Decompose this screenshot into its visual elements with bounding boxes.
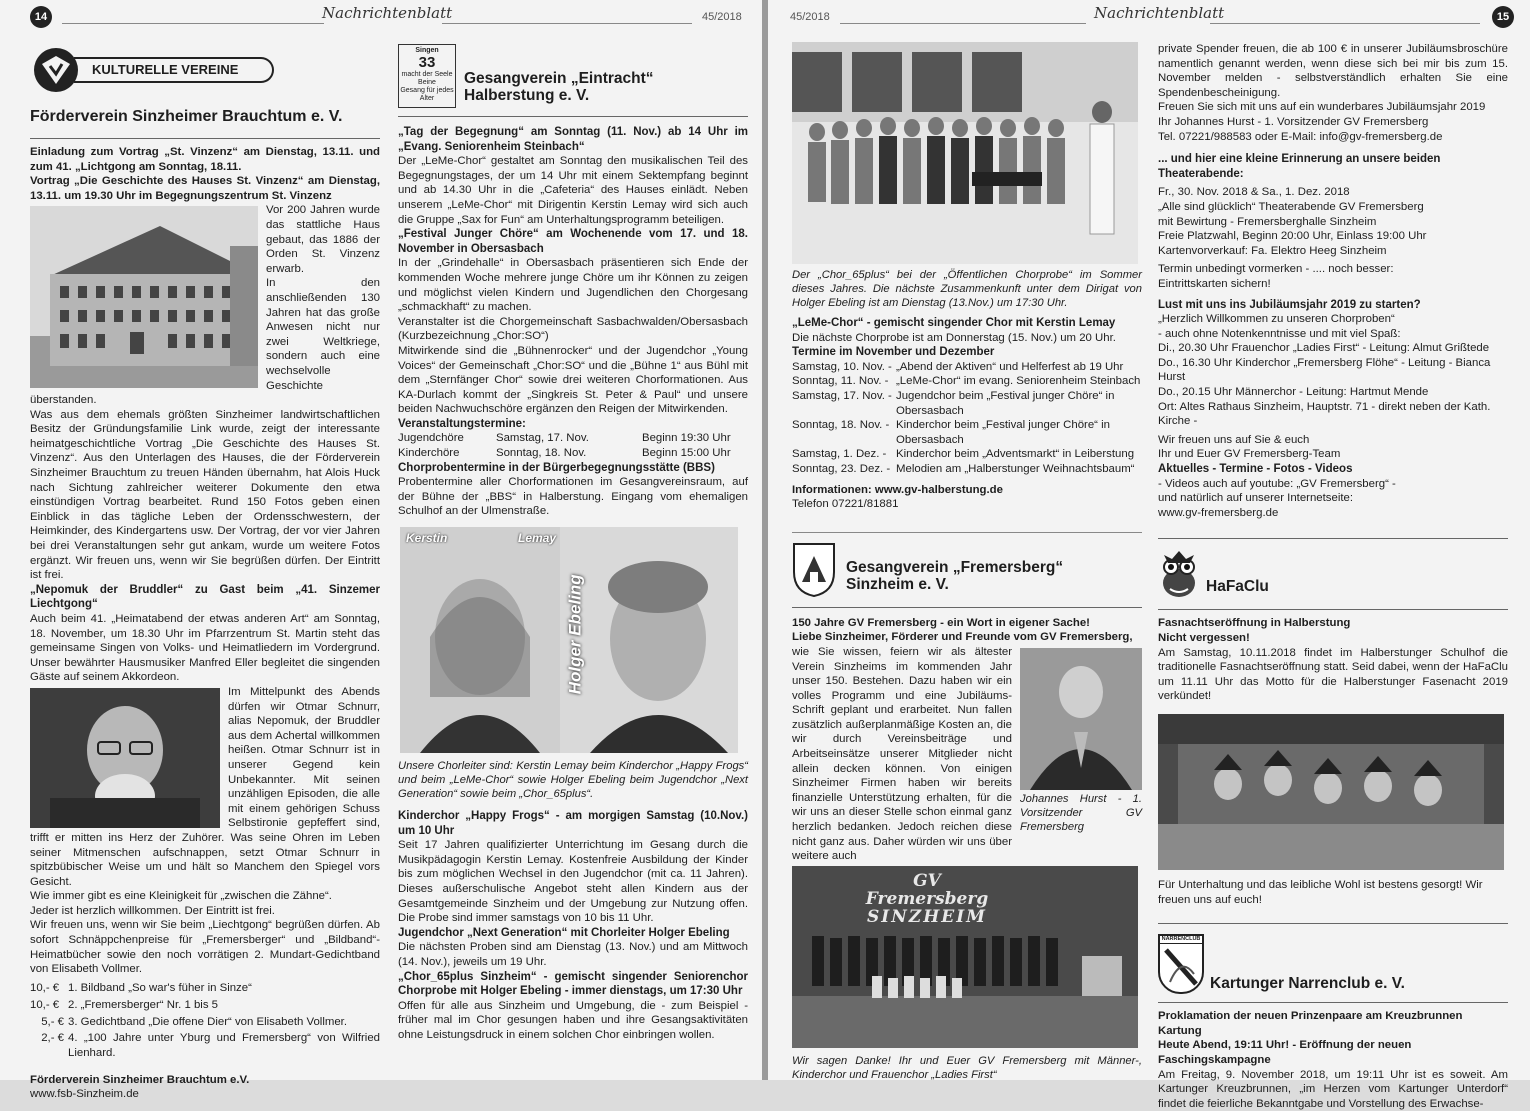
contact: Tel. 07221/988583 oder E-Mail: info@gv-fremersberg.de bbox=[1158, 130, 1443, 143]
masthead-left: Nachrichtenblatt bbox=[322, 4, 453, 22]
paragraph: Seit 17 Jahren qualifizierter Unterrichtung im Gesang durch die Musikpädagogin Kerstin Lemay. Kostenfreie Ausbildung der Kinder bis zum möglichen Wechsel in den Jugendchor (mit ca. 11 Jahren). Dieses außerschulische Angebot steht allen Kindern aus der Gesamtgemeinde Sinzheim und der Umgebung zur Nutzung offen. Die Probe sind immer samstags von 10 bis 11 Uhr. bbox=[398, 839, 748, 925]
logo-number: 33 bbox=[418, 54, 436, 71]
header-rule bbox=[62, 23, 324, 24]
column-halberstung-cont bbox=[792, 42, 1142, 1082]
paragraph: Am Samstag, 10.11.2018 findet im Halberstunger Schulhof die traditionelle Fasnachtseröffnung statt. Seid dabei, wenn der HaFaClu um 11.11 Uhr das Motto für die Halberstunger Fasenacht 2019 verkündet! bbox=[1158, 646, 1508, 703]
paragraph: Im Mittelpunkt des Abends dürfen wir Otmar Schnurr, alias Nepomuk, der Bruddler aus dem Achertal willkommen heißen. Otmar Schnurr ist in unserer Gegend kein Unbekannter. Mit seinen unzähligen Episoden, die alle mit einem gehörigen Schuss Selbstironie gepfeffert sind, trifft er mitten ins Herz der Zuhörer. Was seine Ohren im Leben seiner Mitmenschen aufschnappen, setzt Otmar Schnurr in spitzbübischer Weise um und hält so Manchem den Spiegel vors Gesicht. bbox=[30, 685, 380, 888]
photo-hafaclu bbox=[1158, 714, 1504, 870]
paragraph: Wir freuen uns auf Sie & euch bbox=[1158, 433, 1310, 446]
paragraph: Termin unbedingt vormerken - .... noch besser: Eintrittskarten sichern! bbox=[1158, 263, 1394, 290]
date-row: Samstag, 10. Nov. - „Abend der Aktiven“ und Helferfest ab 19 Uhr bbox=[792, 360, 1124, 373]
column-fremersberg-cont bbox=[1158, 42, 1508, 1111]
paragraph: private Spender freuen, die ab 100 € in unserer Jubiläumsbroschüre namentlich genannt werden, wenn diese sich bei mir bis zum 15. November melden - selbstverständlich erhalten Sie eine Spendenbescheinigung. bbox=[1158, 43, 1508, 99]
photo-label-kerstin: Kerstin bbox=[406, 531, 448, 546]
photo-label-holger: Holger Ebeling bbox=[565, 574, 585, 695]
photo-otmar-schnurr bbox=[30, 688, 220, 828]
paragraph: und natürlich auf unserer Internetseite: bbox=[1158, 492, 1354, 505]
kartung-header bbox=[1158, 930, 1508, 994]
page-header-left bbox=[22, 4, 740, 30]
section-badge bbox=[32, 46, 274, 94]
photo-kerstin-lemay bbox=[400, 527, 560, 753]
website-link[interactable]: www.fsb-Sinzheim.de bbox=[30, 1088, 139, 1101]
subheading: 150 Jahre GV Fremersberg - ein Wort in eigener Sache! bbox=[792, 616, 1090, 629]
paragraph: Fr., 30. Nov. 2018 & Sa., 1. Dez. 2018 bbox=[1158, 186, 1350, 199]
date-row: Sonntag, 11. Nov. - „LeMe-Chor“ im evang. Seniorenheim Steinbach bbox=[792, 375, 1141, 388]
hurst-figure bbox=[1020, 648, 1142, 834]
page-14 bbox=[0, 0, 762, 1101]
subheading: Aktuelles - Termine - Fotos - Videos bbox=[1158, 463, 1353, 476]
phone: Telefon 07221/81881 bbox=[792, 498, 899, 511]
frog-mascot-icon bbox=[1158, 549, 1200, 601]
subheading: Jugendchor „Next Generation“ mit Chorleiter Holger Ebeling bbox=[398, 926, 730, 939]
paragraph: Veranstalter ist die Chorgemeinschaft Sasbachwalden/Obersasbach (Kurzbezeichnung „Chor:SO“) bbox=[398, 315, 748, 343]
paragraph: Am Freitag, 9. November 2018, um 19:11 Uhr ist es soweit. Am Kartunger Kreuzbrunnen, „im Herzen vom Kartunger Unterdorf“ findet die feierliche Bekanntgabe und Vorstellung des Erwachse- bbox=[1158, 1068, 1508, 1110]
lead: Einladung zum Vortrag „St. Vinzenz“ am Dienstag, 13.11. und zum 41. „Lichtgong am Sonntag, 18.11. bbox=[30, 146, 380, 173]
divider bbox=[792, 532, 1142, 533]
photo-chor65plus bbox=[792, 42, 1138, 264]
page-number-right: 15 bbox=[1492, 6, 1514, 28]
kartung-title: Kartunger Narrenclub e. V. bbox=[1210, 975, 1405, 993]
subheading: „Chor_65plus Sinzheim“ - gemischt singender Seniorenchor Chorprobe mit Holger Ebeling - immer dienstags, um 17:30 Uhr bbox=[398, 970, 748, 998]
eintracht-logo: Singen 33 macht der Seele Beine Gesang für jedes Alter bbox=[398, 44, 456, 108]
info-link[interactable]: Informationen: www.gv-halberstung.de bbox=[792, 483, 1003, 496]
subheading: Kinderchor „Happy Frogs“ - am morgigen Samstag (10.Nov.) um 10 Uhr bbox=[398, 810, 748, 837]
fremersberg-title: Gesangverein „Fremersberg“ Sinzheim e. V. bbox=[846, 558, 1064, 593]
page-header-right bbox=[790, 4, 1508, 30]
column-brauchtum bbox=[30, 108, 380, 1102]
divider bbox=[1158, 923, 1508, 924]
paragraph: Jeder ist herzlich willkommen. Der Eintritt ist frei. bbox=[30, 904, 275, 917]
column-eintracht bbox=[398, 44, 748, 1043]
paragraph: - auch ohne Notenkenntnisse und mit viel Spaß: bbox=[1158, 327, 1401, 340]
paragraph: Vor 200 Jahren wurde das stattliche Haus gebaut, das 1886 der Orden St. Vinzenz erwarb. bbox=[266, 204, 380, 275]
kartung-crest-label: NARRENCLUB bbox=[1161, 936, 1201, 943]
subheading: Nicht vergessen! bbox=[1158, 632, 1250, 644]
subheading: Fasnachtseröffnung in Halberstung bbox=[1158, 617, 1351, 630]
paragraph: Do., 20.15 Uhr Männerchor - Leitung: Hartmut Mende bbox=[1158, 386, 1429, 399]
lead-2: Vortrag „Die Geschichte des Hauses St. Vinzenz“ am Dienstag, 13.11. um 19.30 Uhr im Begegnungszentrum St. Vinzenz bbox=[30, 175, 380, 202]
fremersberg-crest-icon bbox=[792, 542, 836, 598]
paragraph: Ort: Altes Rathaus Sinzheim, Hauptstr. 71 - direkt neben der Kath. Kirche - bbox=[1158, 400, 1491, 428]
fremersberg-header bbox=[792, 539, 1142, 601]
paragraph: Ihr und Euer GV Fremersberg-Team bbox=[1158, 448, 1341, 461]
photo-caption: Der „Chor_65plus“ bei der „Öffentlichen Chorprobe“ im Sommer dieses Jahres. Die nächste Zusammenkunft unter dem Dirigat von Holger Ebeling ist am Dienstag (13.Nov.) um 17:30 Uhr. bbox=[792, 269, 1142, 309]
price-row: 10,- € 2. „Fremersberger“ Nr. 1 bis 5 bbox=[30, 998, 219, 1011]
paragraph: Di., 20.30 Uhr Frauenchor „Ladies First“ - Leitung: Almut Grißtede bbox=[1158, 342, 1490, 355]
hafaclu-header bbox=[1158, 545, 1508, 601]
header-rule bbox=[840, 23, 1086, 24]
paragraph: Probentermine aller Chorformationen im Gesangvereinsraum, auf der Bühne der „BBS“ in Halberstung. Eingang vom ehemaligen Schulhof an der Ulmenstraße. bbox=[398, 476, 748, 518]
paragraph: Wie immer gibt es eine Kleinigkeit für „zwischen die Zähne“. bbox=[30, 890, 332, 903]
building-illustration bbox=[30, 206, 258, 388]
date-row: Sonntag, 23. Dez. - Melodien am „Halberstunger Weihnachtsbaum“ bbox=[792, 462, 1135, 475]
price-row: 10,- € 1. Bildband „So war's füher in Sinze“ bbox=[30, 981, 252, 994]
subheading: Chorprobentermine in der Bürgerbegegnungsstätte (BBS) bbox=[398, 461, 715, 474]
divider bbox=[30, 138, 380, 139]
paragraph: Die nächsten Proben sind am Dienstag (13. Nov.) und am Mittwoch (14. Nov.), jeweils um 19 Uhr. bbox=[398, 941, 748, 968]
date-row: Samstag, 17. Nov. - Jugendchor beim „Festival junger Chöre“ in Obersasbach bbox=[792, 389, 1115, 417]
paragraph: - Videos auch auf youtube: „GV Fremersberg“ - bbox=[1158, 477, 1396, 490]
schedule-table: Jugendchöre Samstag, 17. Nov. Beginn 19:30 Uhr Kinderchöre Sonntag, 18. Nov. Beginn 15:00 Uhr bbox=[398, 432, 731, 460]
photo-johannes-hurst bbox=[1020, 648, 1142, 790]
paragraph: Kartenvorverkauf: Fa. Elektro Heeg Sinzheim bbox=[1158, 244, 1387, 257]
subheading: Veranstaltungstermine: bbox=[398, 417, 526, 430]
photo-st-vinzenz bbox=[30, 206, 258, 388]
divider bbox=[1158, 609, 1508, 610]
subheading: ... und hier eine kleine Erinnerung an unsere beiden Theaterabende: bbox=[1158, 153, 1441, 180]
dates-list bbox=[792, 360, 1142, 477]
divider bbox=[1158, 1002, 1508, 1003]
issue-right: 45/2018 bbox=[790, 11, 830, 23]
page-number-left: 14 bbox=[30, 6, 52, 28]
paragraph: Wir freuen uns, wenn wir Sie beim „Liechtgong“ begrüßen dürfen. Ab sofort Schnäppchenpreise für „Fremersberger“ und „Bildband“-Heimatbücher sowie den noch vorrätigen 2. Mundart-Gedichtband von Elisabeth Vollmer. bbox=[30, 919, 380, 976]
subheading: Heute Abend, 19:11 Uhr! - Eröffnung der neuen Faschingskampagne bbox=[1158, 1039, 1412, 1066]
photo-gv-fremersberg-stage bbox=[792, 866, 1138, 1048]
date-row: Sonntag, 18. Nov. - Kinderchor beim „Festival junger Chöre“ in Obersasbach bbox=[792, 419, 1110, 446]
eintracht-header bbox=[398, 44, 748, 112]
subheading: Lust mit uns ins Jubiläumsjahr 2019 zu starten? bbox=[1158, 298, 1421, 311]
subheading: „Tag der Begegnung“ am Sonntag (11. Nov.) ab 14 Uhr im „Evang. Seniorenheim Steinbach“ bbox=[398, 126, 748, 153]
subheading: „Nepomuk der Bruddler“ zu Gast beim „41. Sinzemer Liechtgong“ bbox=[30, 583, 380, 611]
subheading: „Festival Junger Chöre“ am Wochenende vom 17. und 18. November in Obersasbach bbox=[398, 228, 748, 255]
photo-caption: Für Unterhaltung und das leibliche Wohl ist bestens gesorgt! Wir freuen uns auf euch! bbox=[1158, 878, 1483, 906]
photo-caption: Johannes Hurst - 1. Vorsitzender GV Fremersberg bbox=[1020, 792, 1142, 833]
divider bbox=[1158, 538, 1508, 539]
page-15 bbox=[768, 0, 1530, 1110]
paragraph: Auch beim 41. „Heimatabend der etwas anderen Art“ am Sonntag, 18. November, um 18.30 Uhr im Pfarrzentrum St. Martin steht das gemeinsame Singen von Volks- und Heimatliedern im Vordergrund. Unser bewährter Hausmusiker Manfred Eller begleitet die singenden Gäste auf seinem Akkordeon. bbox=[30, 613, 380, 684]
paragraph: Ihr Johannes Hurst - 1. Vorsitzender GV Fremersberg bbox=[1158, 115, 1429, 128]
paragraph: Der „LeMe-Chor“ gestaltet am Sonntag den musikalischen Teil des Begegnungstages, der um 14 Uhr mit einem Sektempfang beginnt und ab 14.30 Uhr in die „Cafeteria“ des Hauses einlädt. Neben unserem „LeMe-Chor“ mit Dirigentin Kerstin Lemay wird sich auch die Gruppe „Sax for Fun“ am Unterhaltungsprogramm beteiligen. bbox=[398, 155, 748, 226]
eintracht-title: Gesangverein „Eintracht“ Halberstung e. V. bbox=[464, 70, 654, 104]
price-row: 2,- € 4. „100 Jahre unter Yburg und Fremersberg“ von Wilfried Lienhard. bbox=[41, 1031, 380, 1059]
paragraph: Offen für alle aus Sinzheim und Umgebung, die - zum Beispiel - früher mal im Chor gesungen haben und ihre Gesangsaktivitäten ohne Leistungsdruck in einem solchen Chor einbringen wollen. bbox=[398, 999, 748, 1041]
photo-caption: Unsere Chorleiter sind: Kerstin Lemay beim Kinderchor „Happy Frogs“ und beim „LeMe-Chor“ sowie Holger Ebeling beim Jugendchor „Next Generation“ sowie beim „Chor_65plus“. bbox=[398, 760, 748, 801]
price-list bbox=[30, 980, 380, 1061]
subheading: Termine im November und Dezember bbox=[792, 346, 995, 359]
paragraph: In der „Grindehalle“ in Obersasbach präsentieren sich Ende der kommenden Woche mehrere junge Chöre um ihr Können zu zeigen und möglichst vielen Kindern und Jugendlichen den Chorgesang „schmackhaft“ zu machen. bbox=[398, 257, 748, 314]
stage-banner: GV Fremersberg SINZHEIM bbox=[865, 870, 989, 927]
photo-chorleiter bbox=[400, 527, 748, 755]
paragraph: „Alle sind glücklich“ Theaterabende GV Fremersberg bbox=[1158, 200, 1424, 213]
masthead-right: Nachrichtenblatt bbox=[1094, 4, 1225, 22]
header-rule bbox=[442, 23, 692, 24]
portrait-illustration bbox=[30, 688, 220, 828]
date-row: Samstag, 1. Dez. - Kinderchor beim „Adventsmarkt“ in Leiberstung bbox=[792, 448, 1135, 461]
photo-holger-ebeling bbox=[560, 527, 738, 753]
article-title: Förderverein Sinzheimer Brauchtum e. V. bbox=[30, 108, 343, 125]
signature: Förderverein Sinzheimer Brauchtum e.V. bbox=[30, 1073, 250, 1086]
paragraph: Freuen Sie sich mit uns auf ein wunderbares Jubiläumsjahr 2019 bbox=[1158, 101, 1486, 114]
kartung-crest bbox=[1158, 934, 1204, 994]
paragraph: wie Sie wissen, feiern wir als ältester Verein Sinzheims im kommenden Jahr unser 150. Bestehen. Dazu haben wir ein volles Programm und eine Jubiläums-Schrift geplant und erarbeitet. Nun fallen zusätzlich außerplanmäßige Kosten an, die wir durch Vereinsbeiträge und Arbeitseinsätze unserer Mitglieder nicht allein decken können. Von einigen Sinzheimer Firmen haben wir bereits finanzielle Unterstützung erhalten, für die wir uns an dieser Stelle schon einmal ganz herzlich bedanken. Jedoch reichen diese nicht ganz aus. Daher würden wir uns über weitere auch bbox=[792, 645, 1012, 863]
photo-caption: Wir sagen Danke! Ihr und Euer GV Fremersberg mit Männer-, Kinderchor und Frauenchor „Ladies First“ bbox=[792, 1054, 1142, 1081]
subheading: Liebe Sinzheimer, Förderer und Freunde vom GV Fremersberg, bbox=[792, 631, 1133, 644]
photo-label-lemay: Lemay bbox=[518, 531, 557, 546]
subheading: Proklamation der neuen Prinzenpaare am Kreuzbrunnen Kartung bbox=[1158, 1010, 1463, 1037]
paragraph: In den anschließenden 130 Jahren hat das große Anwesen nicht nur zwei Weltkriege, sondern auch eine wechselvolle Geschichte überstanden. bbox=[30, 277, 380, 407]
paragraph: mit Bewirtung - Fremersberghalle Sinzheim bbox=[1158, 215, 1377, 228]
kartung-shield-icon bbox=[1160, 944, 1202, 994]
subheading: „LeMe-Chor“ - gemischt singender Chor mit Kerstin Lemay bbox=[792, 317, 1116, 329]
price-row: 5,- € 3. Gedichtband „Die offene Dier“ von Elisabeth Vollmer. bbox=[41, 1015, 348, 1028]
paragraph: „Herzlich Willkommen zu unseren Chorproben“ bbox=[1158, 313, 1395, 326]
divider bbox=[792, 607, 1142, 608]
paragraph: Do., 16.30 Uhr Kinderchor „Fremersberg Flöhe“ - Leitung - Bianca Hurst bbox=[1158, 356, 1491, 384]
paragraph: Mitwirkende sind die „Bühnenrocker“ und der Jugendchor „Young Voices“ der Gemeinschaft „Chor:SO“ und die „Bühne 1“ aus Bühl mit dem „Sternfänger Chor“ sowie drei weiteren Chorformationen. Aus KA-Durlach kommt der „Singkreis St. Peter & Paul“ und unsere beiden Nachwuchschöre ergänzen den Reigen der Mitwirkenden. bbox=[398, 344, 748, 416]
divider bbox=[398, 116, 748, 117]
issue-left: 45/2018 bbox=[702, 11, 742, 23]
paragraph: Die nächste Chorprobe ist am Donnerstag (15. Nov.) um 20 Uhr. bbox=[792, 331, 1116, 344]
hafaclu-title: HaFaClu bbox=[1206, 578, 1269, 596]
section-label: KULTURELLE VEREINE bbox=[74, 57, 274, 83]
paragraph: Freie Platzwahl, Beginn 20:00 Uhr, Einlass 19:00 Uhr bbox=[1158, 230, 1427, 243]
paragraph: Was aus dem ehemals größten Sinzheimer landwirtschaftlichen Besitz der Gründungsfamilie Link wurde, zeigt der interessante heimatgeschichtliche Vortrag „Die Geschichte des Hauses St. Vinzenz“. Aus den Unterlagen des Hauses, die der Förderverein Sinzheimer Brauchtum zu treuen Händen übernahm, hat Alois Huck nach Sichtung zahlreicher weiterer Dokumente den etwa einstündigen Vortrag bearbeitet. Rund 150 Fotos geben einen Einblick in das tägliche Leben der Ordensschwestern, der Heimkinder, des Kindergartens usw. Der Vortrag, der vor vier Jahren bei drei Veranstaltungen sehr gut ankam, wurde um weitere Fotos ergänzt. Wir freuen uns, wenn wir Sie begrüßen dürfen. Der Eintritt ist frei. bbox=[30, 408, 380, 582]
header-rule bbox=[1210, 23, 1480, 24]
website-link[interactable]: www.gv-fremersberg.de bbox=[1158, 506, 1279, 519]
kulturelle-vereine-icon bbox=[32, 46, 80, 94]
